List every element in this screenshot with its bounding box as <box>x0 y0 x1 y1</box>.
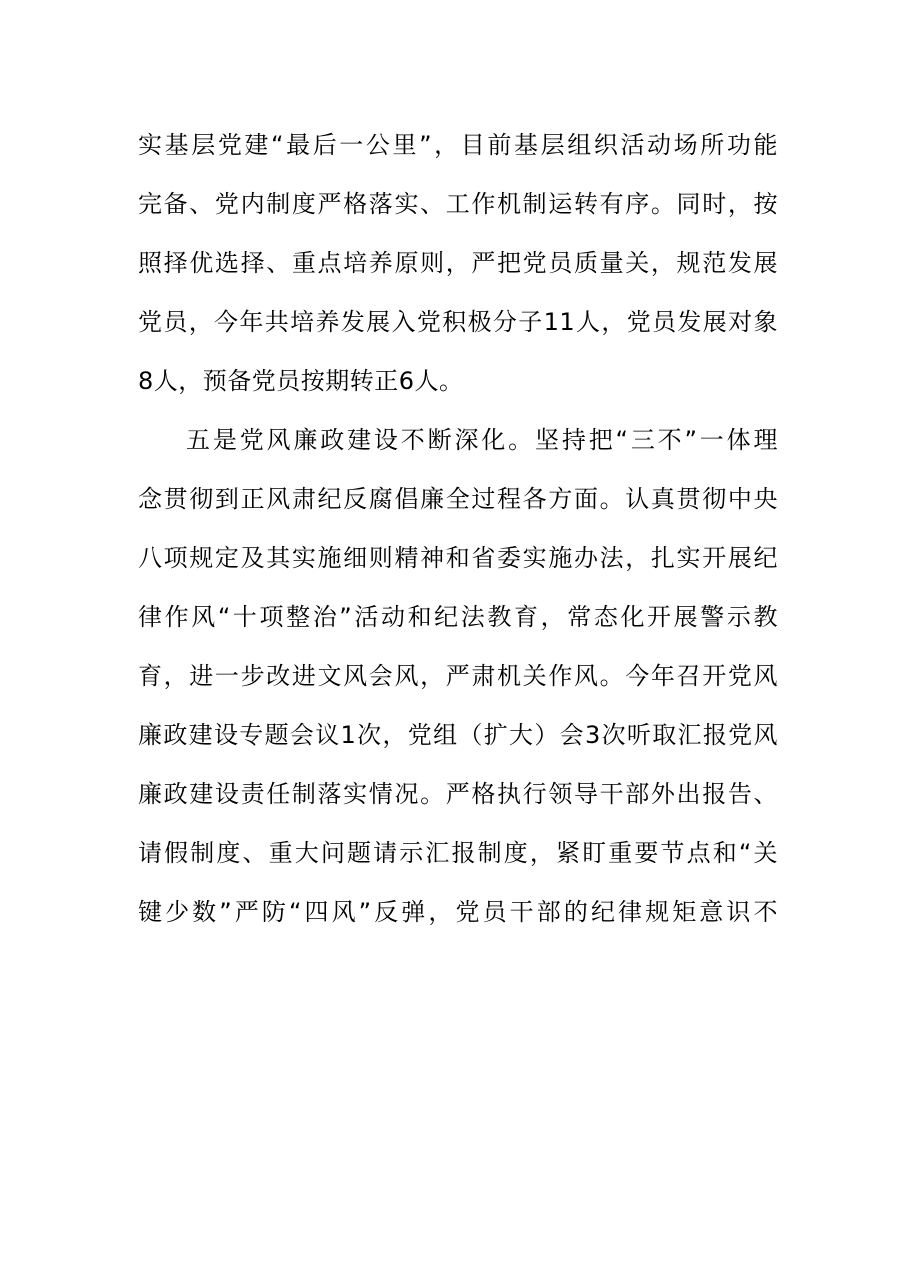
paragraph-2-line-8: 请假制度、重大问题请示汇报制度，紧盯重要节点和“关 <box>138 839 778 867</box>
paragraph-1-line-3: 照择优选择、重点培养原则，严把党员质量关，规范发展 <box>138 249 778 277</box>
paragraph-2-line-6: 廉政建设专题会议1次，党组（扩大）会3次听取汇报党风 <box>138 721 778 749</box>
paragraph-1-line-4: 党员，今年共培养发展入党积极分子11人，党员发展对象 <box>138 308 778 336</box>
paragraph-1-line-2: 完备、党内制度严格落实、工作机制运转有序。同时，按 <box>138 190 778 218</box>
paragraph-2-line-2: 念贯彻到正风肃纪反腐倡廉全过程各方面。认真贯彻中央 <box>138 485 778 513</box>
paragraph-2-line-3: 八项规定及其实施细则精神和省委实施办法，扎实开展纪 <box>138 544 778 572</box>
document-body <box>138 116 778 942</box>
paragraph-2-line-4: 律作风“十项整治”活动和纪法教育，常态化开展警示教 <box>138 603 778 631</box>
paragraph-2-line-5: 育，进一步改进文风会风，严肃机关作风。今年召开党风 <box>138 662 778 690</box>
paragraph-1-line-1: 实基层党建“最后一公里”，目前基层组织活动场所功能 <box>138 131 778 159</box>
paragraph-2-line-1: 五是党风廉政建设不断深化。坚持把“三不”一体理 <box>186 426 778 454</box>
paragraph-2-line-7: 廉政建设责任制落实情况。严格执行领导干部外出报告、 <box>138 780 778 808</box>
paragraph-2-line-9: 键少数”严防“四风”反弹，党员干部的纪律规矩意识不 <box>138 898 778 926</box>
paragraph-1-line-5: 8人，预备党员按期转正6人。 <box>138 367 464 395</box>
